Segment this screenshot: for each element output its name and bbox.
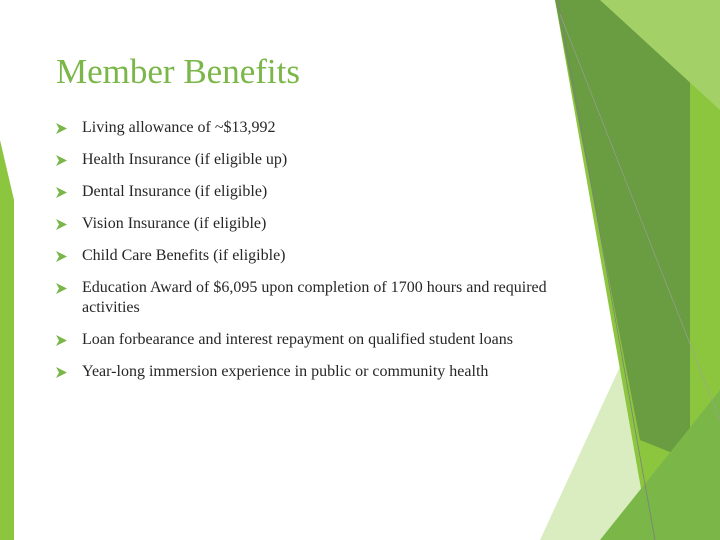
bullet-item-child-care: [56, 246, 556, 266]
bullet-item-immersion-experience: [56, 362, 556, 382]
bullet-text: Living allowance of ~$13,992: [82, 119, 276, 136]
bullet-item-loan-forbearance: [56, 330, 556, 350]
bullet-item-dental-insurance: [56, 182, 556, 202]
diamond-arrow-icon: [56, 335, 67, 346]
slide-title: Member Benefits: [56, 52, 300, 91]
bullet-item-health-insurance: [56, 150, 556, 170]
benefits-list: [56, 118, 556, 394]
bullet-item-vision-insurance: [56, 214, 556, 234]
bullet-text: Dental Insurance (if eligible): [82, 183, 268, 200]
bullet-text: Education Award of $6,095 upon completion of 1700 hours and required activities: [82, 279, 547, 316]
left-green-strip: [0, 140, 14, 540]
diamond-arrow-icon: [56, 283, 67, 294]
bullet-item-living-allowance: [56, 118, 556, 138]
diamond-arrow-icon: [56, 219, 67, 230]
bullet-text: Loan forbearance and interest repayment on qualified student loans: [82, 331, 513, 348]
diamond-arrow-icon: [56, 187, 67, 198]
diamond-arrow-icon: [56, 155, 67, 166]
diamond-arrow-icon: [56, 367, 67, 378]
bullet-text: Health Insurance (if eligible up): [82, 151, 288, 168]
bullet-text: Year-long immersion experience in public or community health: [82, 363, 489, 380]
bullet-item-education-award: [56, 278, 556, 318]
bullet-text: Vision Insurance (if eligible): [82, 215, 267, 232]
diamond-arrow-icon: [56, 251, 67, 262]
diamond-arrow-icon: [56, 123, 67, 134]
bullet-text: Child Care Benefits (if eligible): [82, 247, 286, 264]
